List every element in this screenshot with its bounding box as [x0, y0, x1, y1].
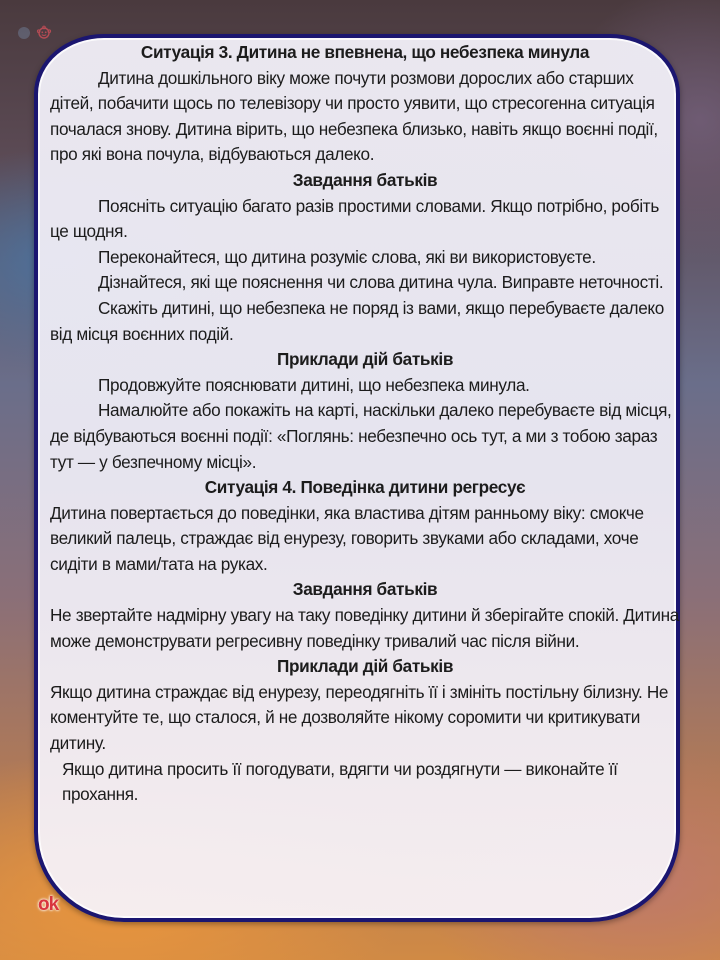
- situation3-title: Ситуація 3. Дитина не впевнена, що небезпека минула: [140, 42, 590, 62]
- situation4-example: Якщо дитина страждає від енурезу, переодягніть її і змініть постільну білизну. Не коментуйте те, що сталося, й не дозволяйте нікому соромити чи критикувати дитину.: [50, 681, 669, 754]
- situation3-tasks-heading: Завдання батьків: [292, 169, 438, 190]
- situation3-intro: Дитина дошкільного віку може почути розмови дорослих або старших дітей, побачити щось по телевізору чи просто уявити, що стресогенна ситуація почалася знову. Дитина вірить, що небезпека близько, навіть якщо воєнні події, про які вона почула, відбуваються далеко.: [50, 67, 658, 165]
- situation4-example: Якщо дитина просить її погодувати, вдягти чи роздягнути — виконайте її прохання.: [62, 758, 618, 805]
- situation3-task: Переконайтеся, що дитина розуміє слова, які ви використовуєте.: [98, 246, 596, 267]
- document-content: [50, 40, 680, 808]
- situation4-tasks-heading: Завдання батьків: [292, 579, 438, 600]
- flower-icon: [36, 25, 52, 41]
- ok-logo-icon: ok: [38, 894, 59, 915]
- situation3-example: Продовжуйте пояснювати дитині, що небезпека минула.: [98, 374, 530, 395]
- situation4-task: Не звертайте надмірну увагу на таку поведінку дитини й зберігайте спокій. Дитина може демонструвати регресивну поведінку тривалий час після війни.: [50, 605, 679, 651]
- situation4-intro: Дитина повертається до поведінки, яка властива дітям ранньому віку: смокче великий палець, страждає від енурезу, говорить звуками або складами, хоче сидіти в мами/тата на руках.: [50, 502, 644, 574]
- situation3-example: Намалюйте або покажіть на карті, наскільки далеко перебуваєте від місця, де відбуваються воєнні події: «Поглянь: небезпечно ось тут, а ми з тобою зараз тут — у безпечному місці».: [50, 400, 672, 472]
- situation3-task: Скажіть дитині, що небезпека не поряд із вами, якщо перебуваєте далеко від місця воєнних подій.: [50, 297, 664, 344]
- situation4-examples-heading: Приклади дій батьків: [276, 656, 454, 677]
- situation3-task: Дізнайтеся, які ще пояснення чи слова дитина чула. Виправте неточності.: [98, 272, 664, 293]
- situation3-task: Поясніть ситуацію багато разів простими словами. Якщо потрібно, робіть це щодня.: [50, 195, 659, 242]
- situation3-examples-heading: Приклади дій батьків: [276, 349, 454, 370]
- situation4-title: Ситуація 4. Поведінка дитини регресує: [204, 477, 526, 498]
- blur-dot-icon: [18, 27, 30, 39]
